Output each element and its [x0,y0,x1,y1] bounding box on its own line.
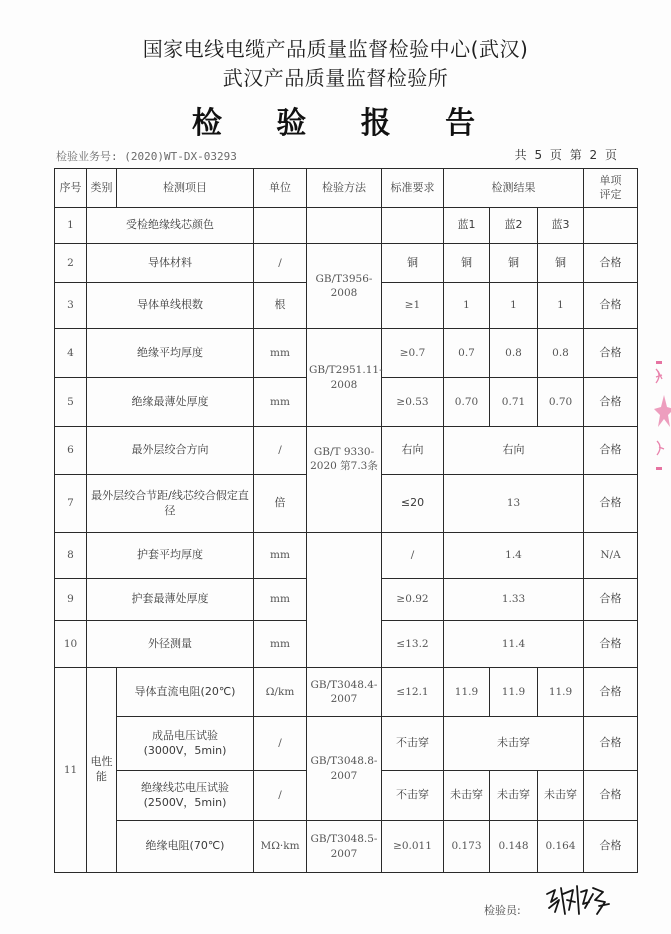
row-result-3: 1 [538,283,584,329]
method-gbt9330: GB/T 9330-2020 第7.3条 [307,427,382,533]
row-item: 外径测量 [87,621,254,668]
row-verdict: 合格 [584,475,638,533]
row-result-3: 0.8 [538,329,584,378]
business-number-value: (2020)WT-DX-03293 [124,150,237,163]
row-unit: mm [254,621,307,668]
row-seq: 3 [55,283,87,329]
row-result-1: 未击穿 [444,771,490,821]
row-item: 导体直流电阻(20℃) [117,668,254,717]
method-gbt3048-5: GB/T3048.5-2007 [307,821,382,873]
row-unit: / [254,427,307,475]
col-header-item: 检测项目 [117,169,254,208]
row-unit: mm [254,533,307,579]
business-number [56,148,237,164]
row-seq: 11 [55,668,87,873]
method-gbt3956: GB/T3956-2008 [307,244,382,329]
row-requirement: 不击穿 [382,771,444,821]
row-result-1: 0.173 [444,821,490,873]
row-result: 11.4 [444,621,584,668]
table-row [55,427,638,475]
row-verdict: 合格 [584,771,638,821]
table-row [55,329,638,378]
row-result-2: 11.9 [490,668,538,717]
row-verdict: 合格 [584,717,638,771]
row-requirement: ≤20 [382,475,444,533]
row-result-1: 1 [444,283,490,329]
row-item: 导体单线根数 [87,283,254,329]
row-result-3: 铜 [538,244,584,283]
row-verdict: 合格 [584,244,638,283]
table-row [55,717,638,771]
row-result-3: 未击穿 [538,771,584,821]
method-gbt3048-4: GB/T3048.4-2007 [307,668,382,717]
row-requirement: 右向 [382,427,444,475]
row-seq: 5 [55,378,87,427]
row-result-1: 蓝1 [444,208,490,244]
inspector-signature-icon [543,880,613,920]
col-header-seq: 序号 [55,169,87,208]
table-row [55,244,638,283]
row-seq: 8 [55,533,87,579]
row-result-3: 0.70 [538,378,584,427]
row-seq: 10 [55,621,87,668]
official-seal-stamp-icon [654,355,671,505]
row-requirement: ≥0.7 [382,329,444,378]
row-item: 绝缘平均厚度 [87,329,254,378]
page-info: 共 5 页 第 2 页 [514,148,619,162]
verdict-header-text: 单项评定 [599,173,622,201]
row-method-blank [307,208,382,244]
row-result: 未击穿 [444,717,584,771]
row-result: 右向 [444,427,584,475]
row-unit [254,208,307,244]
row-verdict [584,208,638,244]
row-result-2: 0.8 [490,329,538,378]
row-result-2: 蓝2 [490,208,538,244]
row-unit: / [254,771,307,821]
row-result-3: 11.9 [538,668,584,717]
row-unit: mm [254,579,307,621]
row-seq: 7 [55,475,87,533]
row-requirement: ≤13.2 [382,621,444,668]
business-number-label: 检验业务号: [56,150,118,163]
row-verdict: 合格 [584,329,638,378]
row-requirement: 不击穿 [382,717,444,771]
row-requirement: / [382,533,444,579]
row-unit: / [254,717,307,771]
table-row [55,821,638,873]
row-verdict: 合格 [584,427,638,475]
row-verdict: 合格 [584,668,638,717]
row-unit: mm [254,329,307,378]
row-unit: 倍 [254,475,307,533]
col-header-requirement: 标准要求 [382,169,444,208]
row-result-2: 1 [490,283,538,329]
row-requirement: ≤12.1 [382,668,444,717]
row-requirement: ≥0.011 [382,821,444,873]
inspector-label: 检验员: [484,904,521,917]
method-blank [307,533,382,668]
document-title: 检 验 报 告 [191,106,498,141]
row-requirement: 铜 [382,244,444,283]
row-item: 绝缘电阻(70℃) [117,821,254,873]
row-result-2: 0.148 [490,821,538,873]
inspection-results-table [54,168,638,873]
org-title-line1: 国家电线电缆产品质量监督检验中心(武汉) [142,37,529,61]
row-item: 护套平均厚度 [87,533,254,579]
row-unit: / [254,244,307,283]
table-header-row [55,169,638,208]
row-item: 成品电压试验 (3000V，5min) [117,717,254,771]
row-item: 最外层绞合方向 [87,427,254,475]
row-unit: MΩ·km [254,821,307,873]
row-result-1: 11.9 [444,668,490,717]
table-row [55,208,638,244]
row-category [87,668,117,873]
row-verdict: 合格 [584,378,638,427]
row-item: 绝缘最薄处厚度 [87,378,254,427]
row-verdict: 合格 [584,821,638,873]
col-header-unit: 单位 [254,169,307,208]
table-row [55,533,638,579]
row-result-1: 铜 [444,244,490,283]
row-result-1: 0.70 [444,378,490,427]
row-result: 13 [444,475,584,533]
row-seq: 9 [55,579,87,621]
method-gbt2951: GB/T2951.11-2008 [307,329,382,427]
row-result-2: 铜 [490,244,538,283]
row-requirement [382,208,444,244]
col-header-result: 检测结果 [444,169,584,208]
row-requirement: ≥1 [382,283,444,329]
row-item: 受检绝缘线芯颜色 [87,208,254,244]
row-item: 护套最薄处厚度 [87,579,254,621]
row-verdict: 合格 [584,283,638,329]
row-verdict: 合格 [584,621,638,668]
row-result: 1.4 [444,533,584,579]
row-verdict: 合格 [584,579,638,621]
row-item: 导体材料 [87,244,254,283]
row-item: 绝缘线芯电压试验 (2500V，5min) [117,771,254,821]
col-header-method: 检验方法 [307,169,382,208]
row-seq: 6 [55,427,87,475]
row-result-1: 0.7 [444,329,490,378]
table-row [55,668,638,717]
row-result-3: 0.164 [538,821,584,873]
row-seq: 4 [55,329,87,378]
row-requirement: ≥0.53 [382,378,444,427]
row-requirement: ≥0.92 [382,579,444,621]
row-verdict: N/A [584,533,638,579]
row-unit: Ω/km [254,668,307,717]
row-result: 1.33 [444,579,584,621]
row-result-3: 蓝3 [538,208,584,244]
row-result-2: 0.71 [490,378,538,427]
row-unit: 根 [254,283,307,329]
row-seq: 2 [55,244,87,283]
row-result-2: 未击穿 [490,771,538,821]
category-text: 电性能 [90,755,113,783]
org-title-line2: 武汉产品质量监督检验所 [222,66,449,90]
col-header-verdict [584,169,638,208]
col-header-category: 类别 [87,169,117,208]
row-seq: 1 [55,208,87,244]
method-gbt3048-8: GB/T3048.8-2007 [307,717,382,821]
row-item: 最外层绞合节距/线芯绞合假定直径 [87,475,254,533]
row-unit: mm [254,378,307,427]
